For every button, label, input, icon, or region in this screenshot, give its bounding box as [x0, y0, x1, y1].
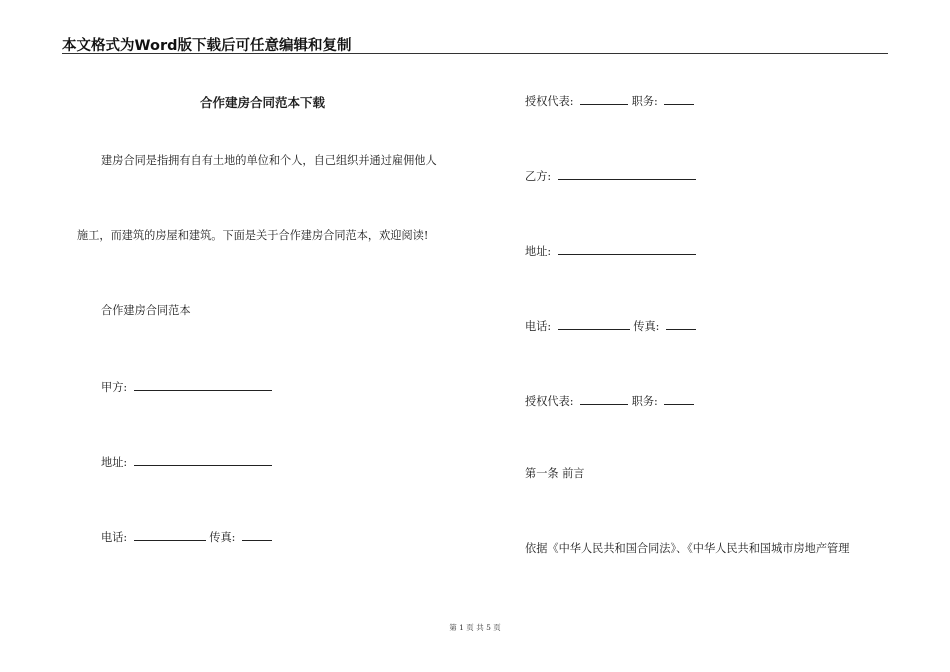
phone-blank: [134, 529, 206, 541]
rep-label: 授权代表:: [525, 95, 574, 108]
party-b-address-field: [525, 243, 696, 259]
position-label: 职务:: [631, 95, 658, 108]
fax-label: 传真:: [209, 531, 236, 544]
section-heading: 合作建房合同范本: [101, 304, 191, 317]
rep-blank: [580, 393, 628, 405]
address-label: 地址:: [101, 456, 128, 469]
fax-blank: [666, 318, 696, 330]
address-blank: [134, 454, 272, 466]
party-a-phone-fax-field: [101, 529, 272, 545]
party-b-label: 乙方:: [525, 170, 552, 183]
intro-paragraph-line-1: 建房合同是指拥有自有土地的单位和个人，自己组织并通过雇佣他人: [101, 154, 437, 167]
article-1-heading: 第一条 前言: [525, 467, 585, 480]
party-b-field: [525, 168, 696, 184]
party-a-field: [101, 379, 272, 395]
header-divider: [62, 53, 888, 54]
party-b-rep-field: [525, 393, 694, 409]
phone-label: 电话:: [525, 320, 552, 333]
rep-blank: [580, 93, 628, 105]
document-header-title: 本文格式为Word版下载后可任意编辑和复制: [62, 38, 352, 54]
page-footer: 第 1 页 共 5 页: [449, 623, 501, 632]
position-blank: [664, 93, 694, 105]
address-label: 地址:: [525, 245, 552, 258]
phone-blank: [558, 318, 630, 330]
document-title: 合作建房合同范本下载: [199, 95, 325, 110]
article-1-text: 依据《中华人民共和国合同法》、《中华人民共和国城市房地产管理: [525, 542, 850, 555]
party-a-blank: [134, 379, 272, 391]
position-blank: [664, 393, 694, 405]
intro-paragraph-line-2: 施工，而建筑的房屋和建筑。下面是关于合作建房合同范本，欢迎阅读!: [77, 229, 429, 242]
phone-label: 电话:: [101, 531, 128, 544]
fax-blank: [242, 529, 272, 541]
party-a-label: 甲方:: [101, 381, 128, 394]
fax-label: 传真:: [633, 320, 660, 333]
party-a-rep-field: [525, 93, 694, 109]
rep-label: 授权代表:: [525, 395, 574, 408]
position-label: 职务:: [631, 395, 658, 408]
party-b-phone-fax-field: [525, 318, 696, 334]
party-a-address-field: [101, 454, 272, 470]
address-blank: [558, 243, 696, 255]
party-b-blank: [558, 168, 696, 180]
